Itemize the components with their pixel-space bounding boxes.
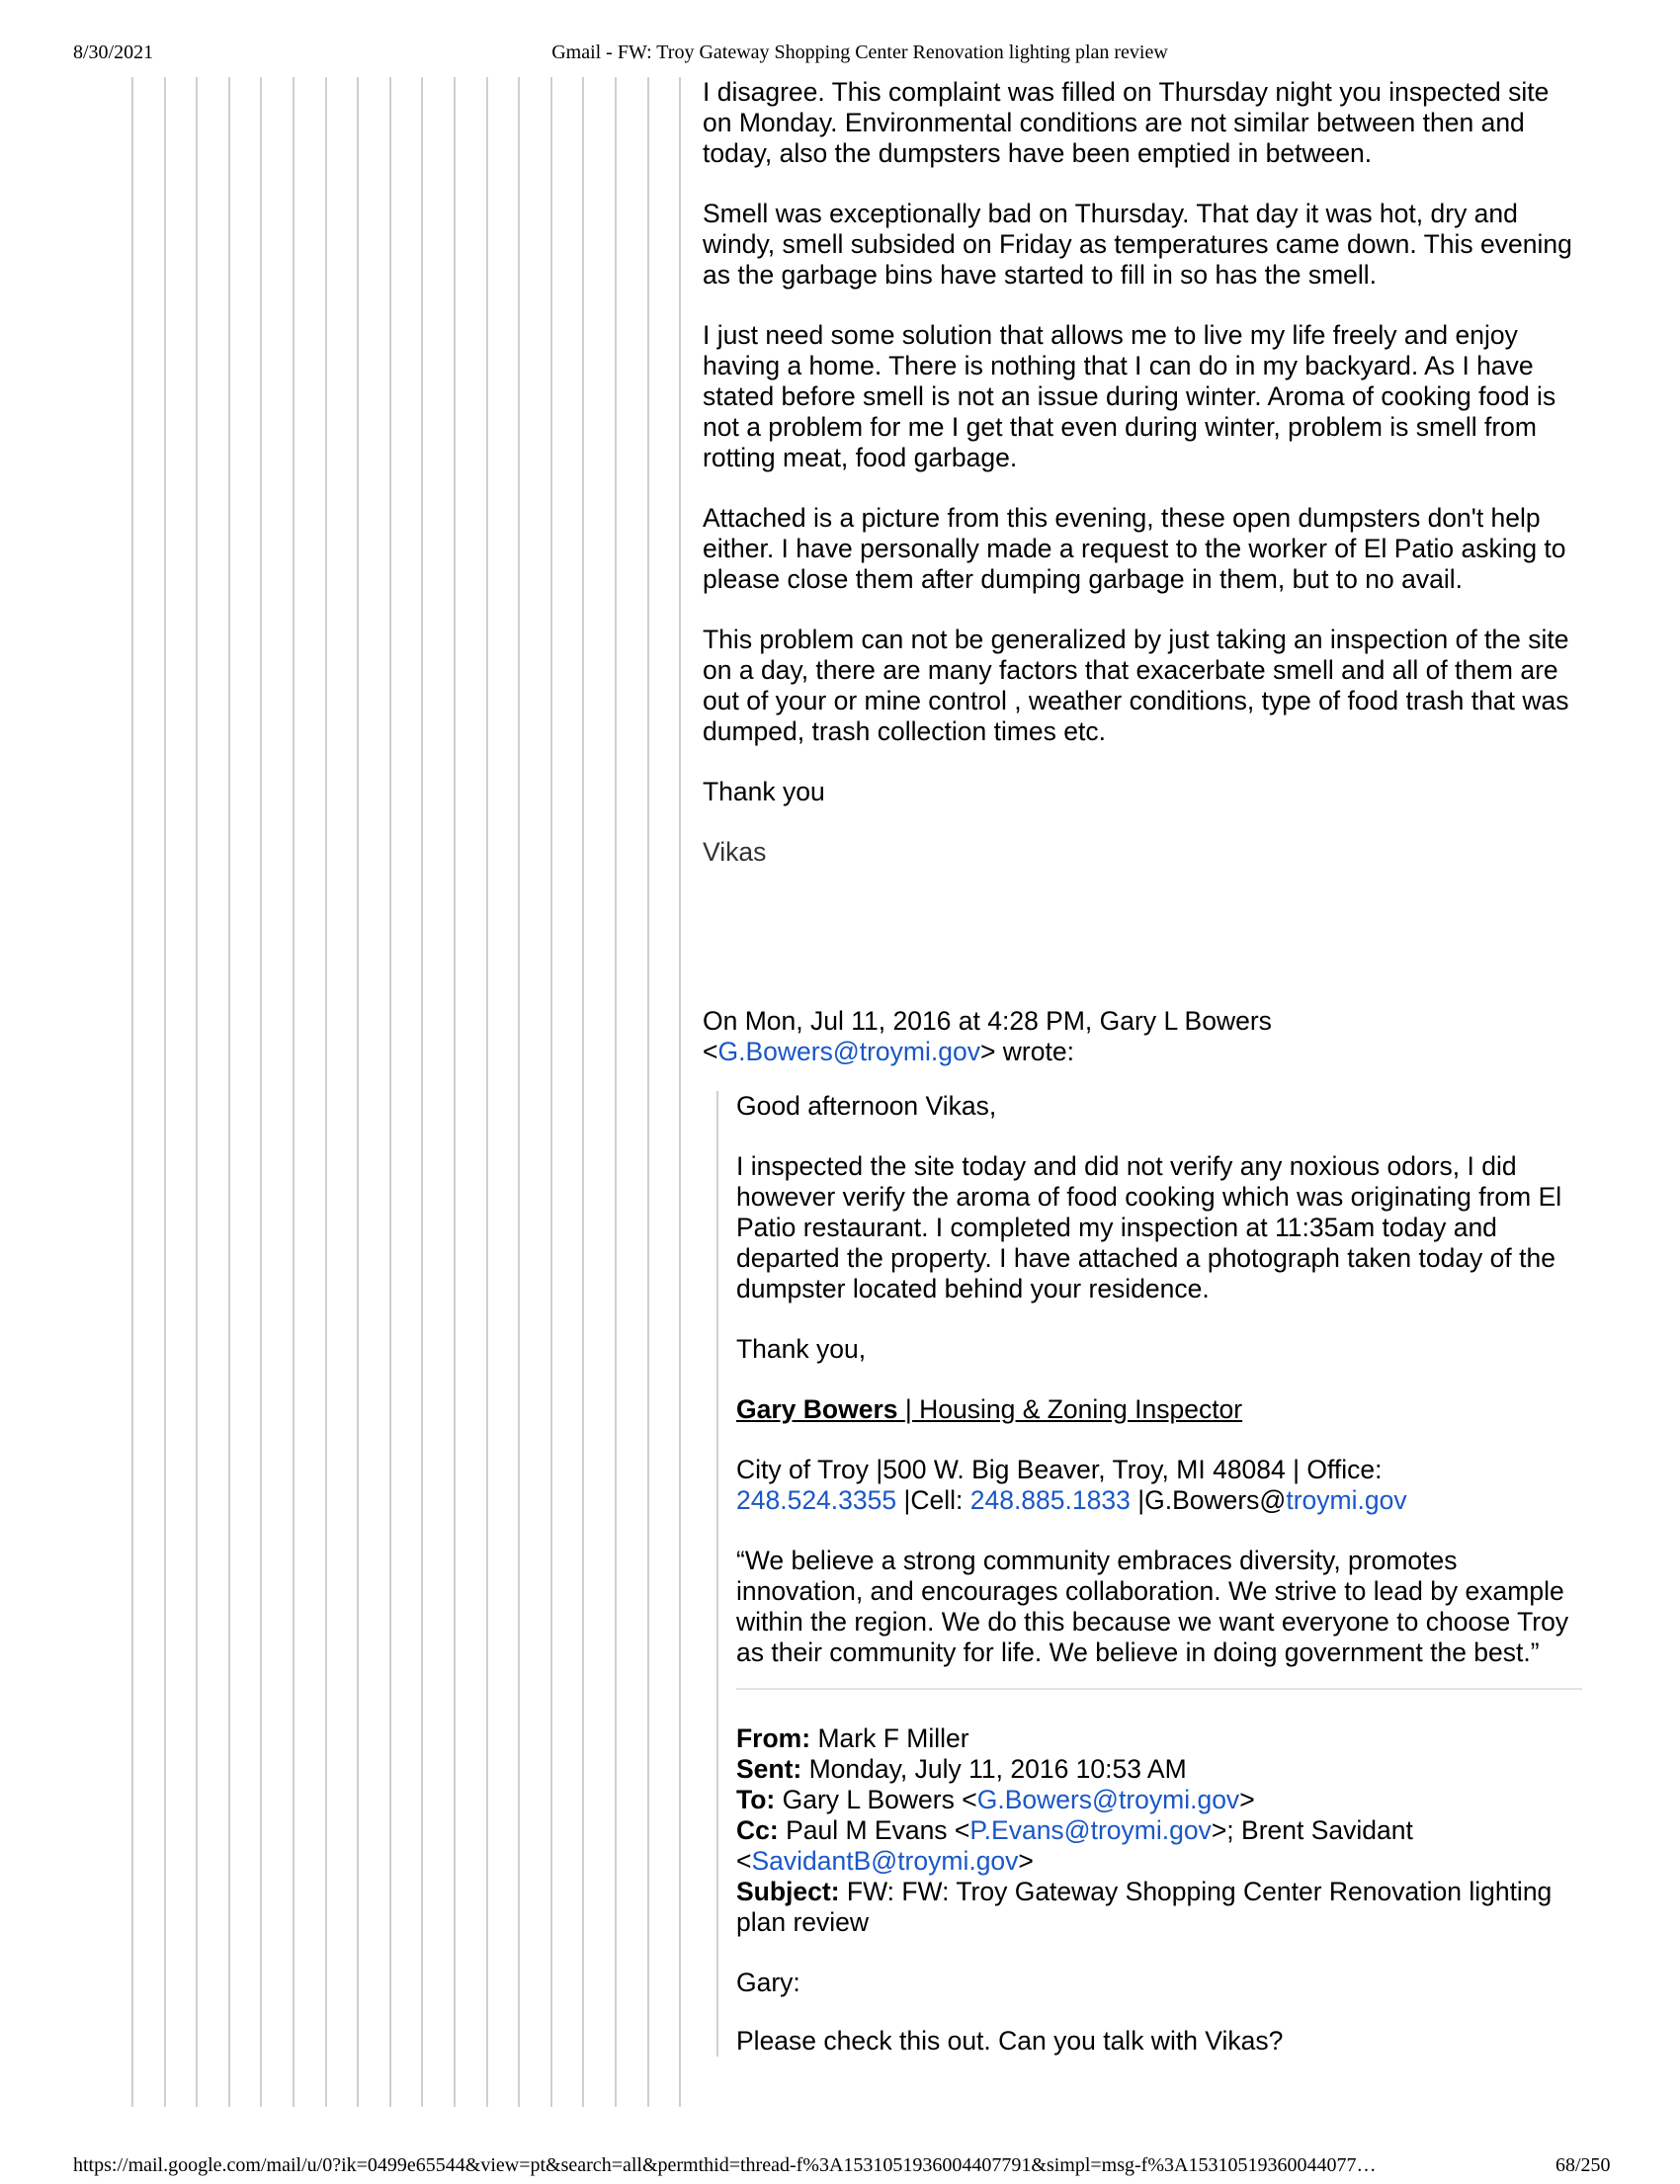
quote-indent-line [615, 77, 617, 2107]
quoted-greeting: Good afternoon Vikas, [736, 1091, 997, 1121]
quote-indent-line [164, 77, 166, 2107]
print-title: Gmail - FW: Troy Gateway Shopping Center Renovation lighting plan review [551, 42, 1168, 63]
quote-indent-line [196, 77, 198, 2107]
quote-indent-line [454, 77, 456, 2107]
quote-indent-line [421, 77, 423, 2107]
forwarded-salutation: Gary: [736, 1968, 800, 1997]
sent-row [736, 1754, 1582, 1785]
contact-email-prefix: |G.Bowers@ [1130, 1485, 1287, 1515]
subject-value: FW: FW: Troy Gateway Shopping Center Renovation lighting plan review [736, 1877, 1553, 1937]
quote-indent-line [357, 77, 359, 2107]
from-label: From: [736, 1723, 811, 1753]
to-row [736, 1785, 1582, 1815]
print-header [0, 42, 1680, 71]
page-number: 68/250 [1555, 2154, 1611, 2176]
cc-row [736, 1815, 1582, 1877]
contact-block [736, 1455, 1582, 1516]
contact-email-domain-link[interactable]: troymi.gov [1286, 1485, 1407, 1515]
quoted-closing: Thank you, [736, 1334, 867, 1364]
message-paragraph: I disagree. This complaint was filled on Thursday night you inspected site on Monday. Environmental conditions are not similar between then and today, also the dumpsters have been emptied in between. [703, 77, 1550, 168]
email-body [703, 77, 1582, 2084]
blank-space [703, 897, 1582, 1006]
signature-name: Gary Bowers [736, 1394, 905, 1424]
forwarded-body: Please check this out. Can you talk with Vikas? [736, 2026, 1284, 2056]
from-row [736, 1723, 1582, 1754]
quote-indent-line [550, 77, 552, 2107]
quote-indent-line [293, 77, 294, 2107]
quote-indent-line [131, 77, 133, 2107]
signature-line [736, 1394, 1582, 1425]
cc-label: Cc: [736, 1815, 779, 1845]
quote-indent-line [389, 77, 391, 2107]
quote-indent-lines [0, 77, 712, 2107]
message-paragraph: Smell was exceptionally bad on Thursday. That day it was hot, dry and windy, smell subsided on Friday as temperatures came down. This evening as the garbage bins have started to fill in so has the smell. [703, 199, 1572, 290]
quote-indent-line [228, 77, 230, 2107]
signature-title: | Housing & Zoning Inspector [904, 1394, 1243, 1424]
message-signature: Vikas [703, 837, 767, 867]
quote-indent-line [679, 77, 681, 2107]
quote-indent-line [325, 77, 327, 2107]
divider [736, 1688, 1582, 1690]
from-value: Mark F Miller [810, 1723, 969, 1753]
quote-indent-line [260, 77, 262, 2107]
attribution-open: < [703, 1037, 718, 1066]
message-paragraph: I just need some solution that allows me to live my life freely and enjoy having a home. There is nothing that I can do in my backyard. As I have stated before smell is not an issue during winter. Aroma of cooking food is not a problem for me I get that even during winter, problem is smell from rotting meat, food garbage. [703, 320, 1556, 472]
cc-mid: >; Brent Savidant < [736, 1815, 1413, 1876]
print-footer [0, 2154, 1680, 2184]
sent-value: Monday, July 11, 2016 10:53 AM [801, 1754, 1187, 1784]
cell-label: |Cell: [896, 1485, 970, 1515]
attribution-prefix: On Mon, Jul 11, 2016 at 4:28 PM, Gary L Bowers [703, 1006, 1272, 1036]
print-url: https://mail.google.com/mail/u/0?ik=0499e65544&view=pt&search=all&permthid=thread-f%3A1531051936004407791&simpl=msg-f%3A15310519360044077… [73, 2154, 1377, 2176]
cc-name-1: Paul M Evans < [778, 1815, 970, 1845]
message-paragraph: This problem can not be generalized by just taking an inspection of the site on a day, there are many factors that exacerbate smell and all of them are out of your or mine control , weather conditions, type of food trash that was dumped, trash collection times etc. [703, 625, 1569, 746]
cc-email-link-2[interactable]: SavidantB@troymi.gov [751, 1846, 1019, 1876]
cc-close: > [1018, 1846, 1034, 1876]
cell-phone-link[interactable]: 248.885.1833 [969, 1485, 1131, 1515]
forwarded-headers [736, 1723, 1582, 1938]
print-date: 8/30/2021 [73, 42, 154, 63]
message-closing: Thank you [703, 777, 825, 806]
subject-label: Subject: [736, 1877, 840, 1906]
to-email-link[interactable]: G.Bowers@troymi.gov [976, 1785, 1240, 1814]
motto: “We believe a strong community embraces diversity, promotes innovation, and encourages collaboration. We strive to lead by example within the region. We do this because we want everyone to choose Troy as their community for life. We believe in doing government the best.” [736, 1546, 1569, 1667]
quote-indent-line [582, 77, 584, 2107]
cc-email-link-1[interactable]: P.Evans@troymi.gov [969, 1815, 1212, 1845]
quoted-body: I inspected the site today and did not verify any noxious odors, I did however verify the aroma of food cooking which was originating from El Patio restaurant. I completed my inspection at 11:35am today and departed the property. I have attached a photograph taken today of the dumpster located behind your residence. [736, 1151, 1562, 1303]
to-name: Gary L Bowers < [775, 1785, 977, 1814]
to-label: To: [736, 1785, 776, 1814]
quote-attribution [703, 1006, 1582, 1067]
sent-label: Sent: [736, 1754, 802, 1784]
office-phone-link[interactable]: 248.524.3355 [736, 1485, 897, 1515]
quote-indent-line [486, 77, 488, 2107]
attribution-suffix: > wrote: [979, 1037, 1074, 1066]
contact-address: City of Troy |500 W. Big Beaver, Troy, MI 48084 | Office: [736, 1455, 1383, 1484]
quoted-message [716, 1091, 1582, 2057]
to-close: > [1239, 1785, 1255, 1814]
message-paragraph: Attached is a picture from this evening, these open dumpsters don't help either. I have personally made a request to the worker of El Patio asking to please close them after dumping garbage in them, but to no avail. [703, 503, 1566, 594]
quote-indent-line [647, 77, 649, 2107]
quote-indent-line [518, 77, 520, 2107]
attribution-email-link[interactable]: G.Bowers@troymi.gov [717, 1037, 980, 1066]
subject-row [736, 1877, 1582, 1938]
